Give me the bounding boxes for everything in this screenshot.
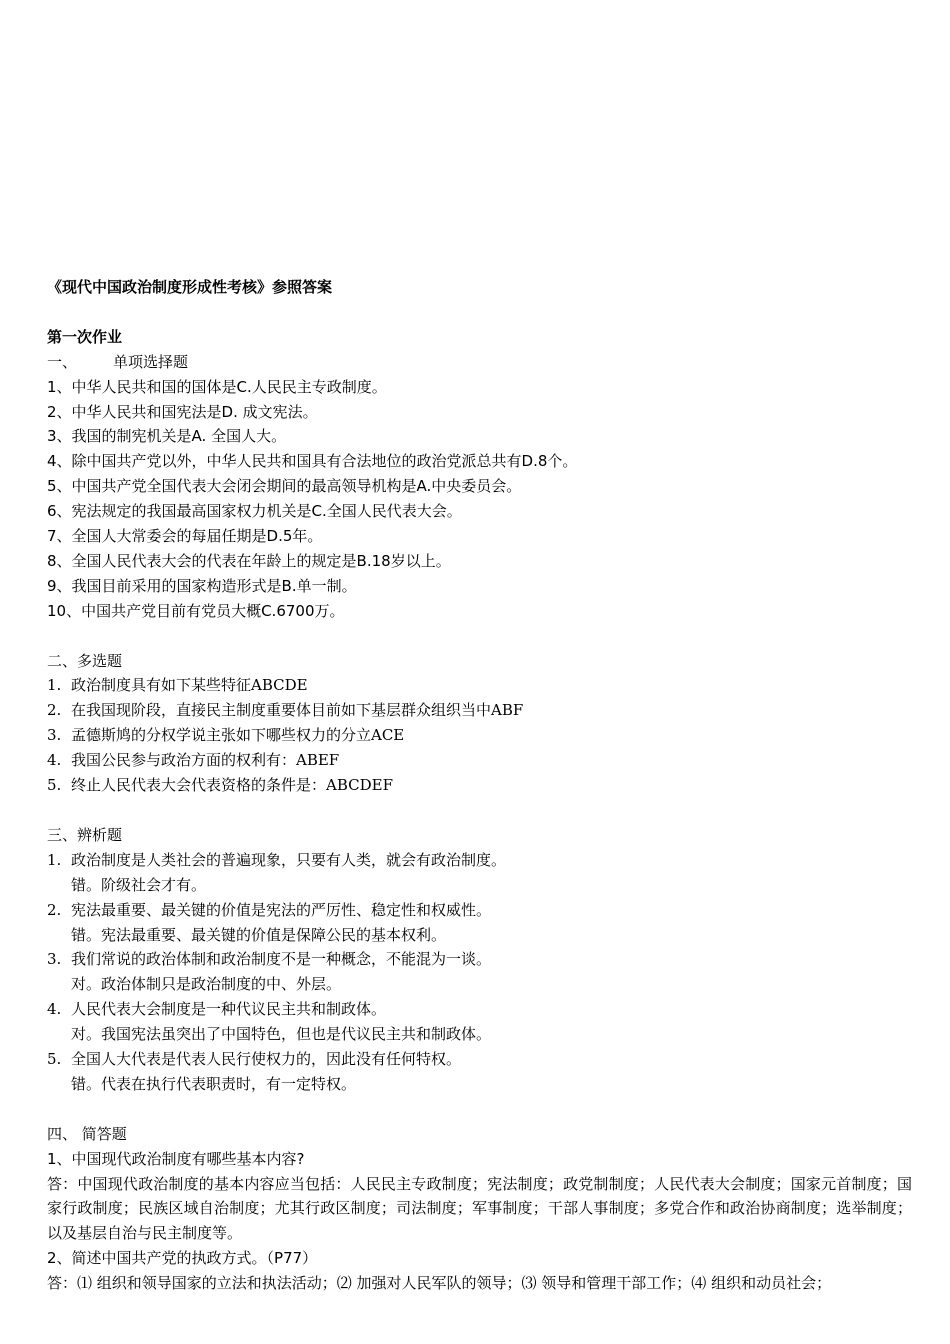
- assignment-heading: 第一次作业: [47, 327, 123, 346]
- question-item: 2. 宪法最重要、最关键的价值是宪法的严厉性、稳定性和权威性。: [47, 900, 492, 919]
- section1-heading: [47, 350, 912, 375]
- answer-text: 错。阶级社会才有。: [71, 875, 207, 894]
- list-item: 9、我国目前采用的国家构造形式是B.单一制。: [47, 576, 357, 595]
- question-item: 5. 全国人大代表是代表人民行使权力的，因此没有任何特权。: [47, 1050, 462, 1069]
- spacer: [47, 798, 912, 823]
- answer-text: 错。宪法最重要、最关键的价值是保障公民的基本权利。: [71, 925, 447, 944]
- list-item: 4、除中国共产党以外，中华人民共和国具有合法地位的政治党派总共有D.8个。: [47, 452, 578, 471]
- spacer: [47, 624, 912, 649]
- section2-heading: 二、多选题: [47, 651, 123, 670]
- question-item: 1. 政治制度是人类社会的普遍现象，只要有人类，就会有政治制度。: [47, 850, 507, 869]
- document-title: 《现代中国政治制度形成性考核》参照答案: [47, 278, 333, 296]
- list-item: 5. 终止人民代表大会代表资格的条件是：ABCDEF: [47, 776, 393, 795]
- list-item: 7、全国人大常委会的每届任期是D.5年。: [47, 527, 323, 546]
- answer-2: 答：⑴ 组织和领导国家的立法和执法活动；⑵ 加强对人民军队的领导；⑶ 领导和管理干部工作；⑷ 组织和动员社会；: [47, 1274, 832, 1293]
- spacer: [47, 300, 912, 325]
- spacer: [47, 1097, 912, 1122]
- question-item: 3. 我们常说的政治体制和政治制度不是一种概念，不能混为一谈。: [47, 950, 492, 969]
- list-item: 1、中华人民共和国的国体是C.人民民主专政制度。: [47, 377, 387, 396]
- section4-heading: 四、 简答题: [47, 1124, 127, 1143]
- answer-text: 错。代表在执行代表职责时，有一定特权。: [71, 1074, 357, 1093]
- document-body: [47, 275, 912, 1296]
- list-item: 3. 孟德斯鸠的分权学说主张如下哪些权力的分立ACE: [47, 726, 405, 745]
- answer-text: 对。我国宪法虽突出了中国特色，但也是代议民主共和制政体。: [71, 1025, 492, 1044]
- section1-number: 一、: [47, 352, 78, 371]
- list-item: 10、中国共产党目前有党员大概C.6700万。: [47, 601, 345, 620]
- list-item: 4. 我国公民参与政治方面的权利有：ABEF: [47, 751, 340, 770]
- answer-1: 答：中国现代政治制度的基本内容应当包括：人民民主专政制度；宪法制度；政党制制度；人民代表大会制度；国家元首制度；国家行政制度；民族区域自治制度；尤其行政区制度；司法制度；军事制度；干部人事制度；多党合作和政治协商制度；选举制度；以及基层自治与民主制度等。: [47, 1174, 912, 1243]
- section3-heading: 三、辨析题: [47, 825, 123, 844]
- list-item: 8、全国人民代表大会的代表在年龄上的规定是B.18岁以上。: [47, 551, 451, 570]
- section1-title: 单项选择题: [113, 352, 189, 371]
- question-2: 2、简述中国共产党的执政方式。（P77）: [47, 1249, 318, 1268]
- question-1: 1、中国现代政治制度有哪些基本内容?: [47, 1149, 305, 1168]
- question-item: 4. 人民代表大会制度是一种代议民主共和制政体。: [47, 1000, 387, 1019]
- answer-text: 对。政治体制只是政治制度的中、外层。: [71, 975, 342, 994]
- list-item: 3、我国的制宪机关是A. 全国人大。: [47, 427, 287, 446]
- list-item: 6、宪法规定的我国最高国家权力机关是C.全国人民代表大会。: [47, 502, 462, 521]
- list-item: 5、中国共产党全国代表大会闭会期间的最高领导机构是A.中央委员会。: [47, 477, 522, 496]
- list-item: 2、中华人民共和国宪法是D. 成文宪法。: [47, 402, 318, 421]
- list-item: 2. 在我国现阶段，直接民主制度重要体目前如下基层群众组织当中ABF: [47, 701, 524, 720]
- list-item: 1. 政治制度具有如下某些特征ABCDE: [47, 676, 308, 695]
